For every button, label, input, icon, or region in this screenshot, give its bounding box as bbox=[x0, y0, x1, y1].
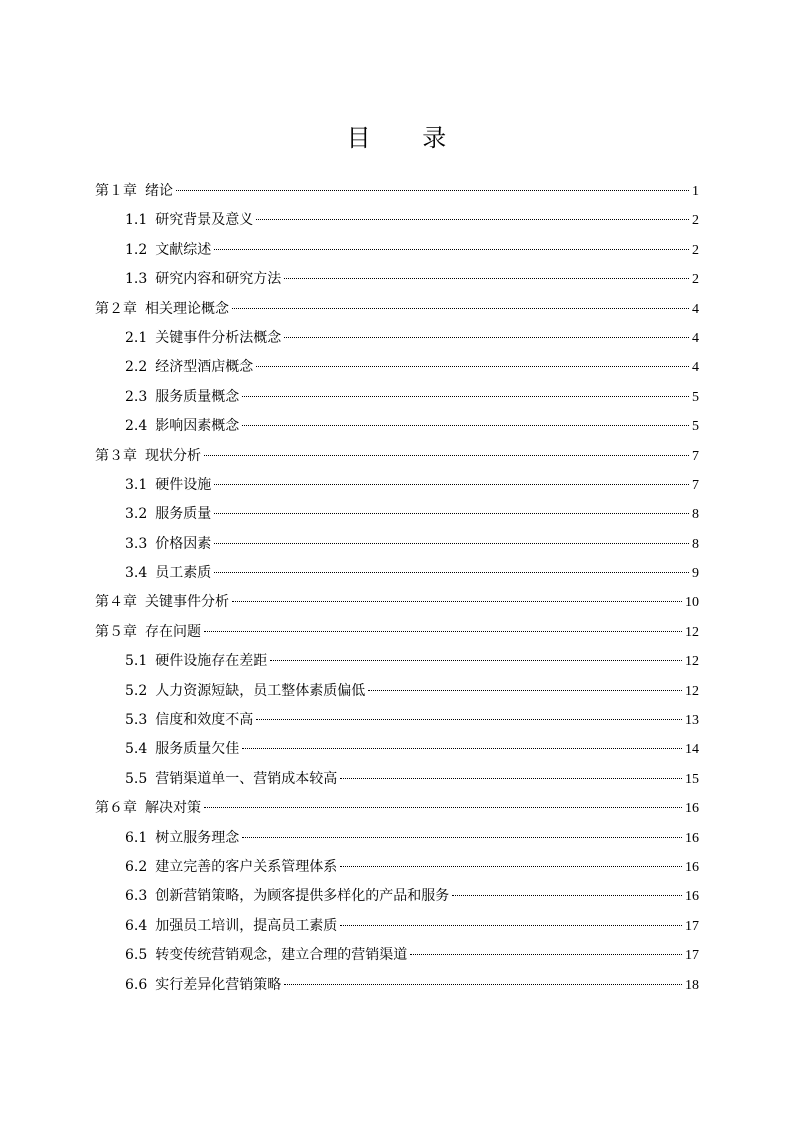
toc-entry-number: 6.5 bbox=[125, 947, 148, 964]
dot-leader bbox=[256, 365, 689, 367]
toc-entry-title: 现状分析 bbox=[145, 447, 201, 464]
toc-page-number: 12 bbox=[685, 624, 699, 640]
dot-leader bbox=[284, 983, 682, 985]
toc-entry-title: 加强员工培训，提高员工素质 bbox=[155, 917, 338, 934]
toc-page-number: 17 bbox=[685, 918, 699, 934]
toc-entry-title: 关键事件分析法概念 bbox=[155, 329, 282, 346]
toc-page-number: 14 bbox=[685, 742, 699, 758]
toc-section-entry[interactable] bbox=[95, 533, 699, 562]
toc-entry-title: 价格因素 bbox=[155, 535, 212, 552]
toc-page-number: 15 bbox=[685, 771, 699, 787]
toc-entry-title: 创新营销策略，为顾客提供多样化的产品和服务 bbox=[155, 888, 450, 905]
toc-entry-number: 6.1 bbox=[125, 829, 148, 846]
toc-entry-number: 5.3 bbox=[125, 712, 148, 729]
toc-entry-title: 经济型酒店概念 bbox=[155, 359, 254, 376]
toc-page-number: 16 bbox=[685, 830, 699, 846]
toc-entry-number: 1.2 bbox=[125, 241, 148, 258]
toc-page-number: 13 bbox=[685, 713, 699, 729]
toc-entry-title: 解决对策 bbox=[145, 800, 201, 817]
toc-page-number: 9 bbox=[692, 566, 699, 582]
toc-section-entry[interactable] bbox=[95, 386, 699, 415]
toc-section-entry[interactable] bbox=[95, 239, 699, 268]
dot-leader bbox=[340, 924, 682, 926]
dot-leader bbox=[214, 248, 689, 250]
toc-entry-number: 6.4 bbox=[125, 917, 148, 934]
toc-page-number: 12 bbox=[685, 683, 699, 699]
table-of-contents bbox=[95, 180, 699, 1003]
toc-page-number: 2 bbox=[692, 213, 699, 229]
toc-page-number: 17 bbox=[685, 948, 699, 964]
toc-entry-title: 信度和效度不高 bbox=[155, 712, 254, 729]
page-title: 目 录 bbox=[346, 124, 469, 152]
toc-section-entry[interactable] bbox=[95, 327, 699, 356]
toc-entry-number: 2.2 bbox=[125, 359, 148, 376]
toc-section-entry[interactable] bbox=[95, 680, 699, 709]
toc-entry-title: 硬件设施存在差距 bbox=[155, 653, 268, 670]
toc-entry-title: 绪论 bbox=[145, 183, 173, 199]
dot-leader bbox=[284, 336, 689, 338]
toc-entry-title: 人力资源短缺，员工整体素质偏低 bbox=[155, 682, 366, 699]
dot-leader bbox=[284, 277, 689, 279]
dot-leader bbox=[410, 953, 682, 955]
toc-entry-title: 影响因素概念 bbox=[155, 418, 240, 435]
toc-section-entry[interactable] bbox=[95, 915, 699, 944]
toc-entry-title: 树立服务理念 bbox=[155, 829, 240, 846]
toc-entry-number: 3.3 bbox=[125, 535, 148, 552]
dot-leader bbox=[242, 395, 689, 397]
toc-entry-title: 服务质量 bbox=[155, 506, 212, 523]
toc-page-number: 5 bbox=[692, 389, 699, 405]
dot-leader bbox=[256, 718, 682, 720]
toc-page-number: 8 bbox=[692, 536, 699, 552]
toc-section-entry[interactable] bbox=[95, 268, 699, 297]
toc-entry-number: 第５章 bbox=[95, 623, 137, 640]
toc-entry-number: 第１章 bbox=[95, 183, 137, 199]
toc-page-number: 8 bbox=[692, 507, 699, 523]
toc-section-entry[interactable] bbox=[95, 356, 699, 385]
toc-entry-number: 6.2 bbox=[125, 858, 148, 875]
toc-entry-title: 硬件设施 bbox=[155, 476, 212, 493]
toc-section-entry[interactable] bbox=[95, 415, 699, 444]
toc-entry-title: 研究内容和研究方法 bbox=[155, 271, 282, 288]
toc-page-number: 18 bbox=[685, 977, 699, 993]
toc-section-entry[interactable] bbox=[95, 562, 699, 591]
dot-leader bbox=[204, 806, 682, 808]
toc-entry-title: 相关理论概念 bbox=[145, 300, 229, 317]
toc-page-number: 4 bbox=[692, 360, 699, 376]
dot-leader bbox=[340, 777, 682, 779]
dot-leader bbox=[214, 512, 689, 514]
toc-chapter-entry[interactable] bbox=[95, 621, 699, 650]
toc-page-number: 5 bbox=[692, 419, 699, 435]
dot-leader bbox=[368, 689, 682, 691]
toc-entry-number: 5.1 bbox=[125, 653, 148, 670]
toc-page-number: 4 bbox=[692, 330, 699, 346]
toc-chapter-entry[interactable] bbox=[95, 591, 699, 620]
toc-page-number: 10 bbox=[685, 595, 699, 611]
toc-entry-title: 转变传统营销观念，建立合理的营销渠道 bbox=[155, 947, 408, 964]
toc-page-number: 16 bbox=[685, 801, 699, 817]
toc-page-number: 16 bbox=[685, 859, 699, 875]
toc-section-entry[interactable] bbox=[95, 768, 699, 797]
toc-section-entry[interactable] bbox=[95, 738, 699, 767]
dot-leader bbox=[452, 894, 682, 896]
toc-entry-number: 3.1 bbox=[125, 476, 148, 493]
toc-entry-title: 建立完善的客户关系管理体系 bbox=[155, 858, 338, 875]
toc-entry-number: 第６章 bbox=[95, 800, 137, 817]
toc-section-entry[interactable] bbox=[95, 944, 699, 973]
toc-page-number: 7 bbox=[692, 448, 699, 464]
toc-entry-number: 3.4 bbox=[125, 565, 148, 582]
toc-entry-number: 6.3 bbox=[125, 888, 148, 905]
toc-section-entry[interactable] bbox=[95, 827, 699, 856]
toc-entry-number: 2.3 bbox=[125, 388, 148, 405]
dot-leader bbox=[232, 600, 682, 602]
toc-entry-title: 员工素质 bbox=[155, 565, 212, 582]
dot-leader bbox=[242, 747, 682, 749]
toc-entry-title: 存在问题 bbox=[145, 623, 201, 640]
dot-leader bbox=[214, 571, 689, 573]
dot-leader bbox=[256, 218, 689, 220]
dot-leader bbox=[242, 424, 689, 426]
toc-entry-title: 营销渠道单一、营销成本较高 bbox=[155, 770, 338, 787]
toc-entry-title: 研究背景及意义 bbox=[155, 212, 254, 229]
toc-page-number: 12 bbox=[685, 654, 699, 670]
toc-entry-number: 2.1 bbox=[125, 329, 148, 346]
toc-entry-number: 1.1 bbox=[125, 212, 148, 229]
toc-entry-number: 5.5 bbox=[125, 770, 148, 787]
toc-section-entry[interactable] bbox=[95, 209, 699, 238]
dot-leader bbox=[340, 865, 682, 867]
dot-leader bbox=[242, 836, 682, 838]
toc-section-entry[interactable] bbox=[95, 974, 699, 1003]
toc-section-entry[interactable] bbox=[95, 474, 699, 503]
toc-entry-number: 5.4 bbox=[125, 741, 148, 758]
dot-leader bbox=[270, 659, 682, 661]
toc-entry-title: 实行差异化营销策略 bbox=[155, 976, 282, 993]
toc-section-entry[interactable] bbox=[95, 856, 699, 885]
toc-section-entry[interactable] bbox=[95, 503, 699, 532]
toc-entry-title: 服务质量概念 bbox=[155, 388, 240, 405]
toc-section-entry[interactable] bbox=[95, 709, 699, 738]
toc-entry-number: 第４章 bbox=[95, 594, 137, 611]
dot-leader bbox=[232, 307, 689, 309]
toc-chapter-entry[interactable] bbox=[95, 180, 699, 209]
toc-chapter-entry[interactable] bbox=[95, 298, 699, 327]
dot-leader bbox=[176, 189, 689, 191]
dot-leader bbox=[204, 454, 689, 456]
toc-page-number: 16 bbox=[685, 889, 699, 905]
toc-page-number: 1 bbox=[692, 184, 699, 199]
toc-entry-number: 1.3 bbox=[125, 271, 148, 288]
toc-page-number: 2 bbox=[692, 242, 699, 258]
toc-entry-number: 3.2 bbox=[125, 506, 148, 523]
toc-entry-number: 第２章 bbox=[95, 300, 137, 317]
dot-leader bbox=[214, 542, 689, 544]
toc-section-entry[interactable] bbox=[95, 650, 699, 679]
toc-chapter-entry[interactable] bbox=[95, 797, 699, 826]
toc-page-number: 7 bbox=[692, 477, 699, 493]
toc-entry-number: 6.6 bbox=[125, 976, 148, 993]
toc-chapter-entry[interactable] bbox=[95, 445, 699, 474]
toc-entry-number: 2.4 bbox=[125, 418, 148, 435]
dot-leader bbox=[214, 483, 689, 485]
toc-entry-number: 5.2 bbox=[125, 682, 148, 699]
toc-entry-title: 服务质量欠佳 bbox=[155, 741, 240, 758]
toc-entry-title: 关键事件分析 bbox=[145, 594, 229, 611]
toc-page-number: 4 bbox=[692, 301, 699, 317]
toc-page-number: 2 bbox=[692, 272, 699, 288]
toc-entry-number: 第３章 bbox=[95, 447, 137, 464]
toc-section-entry[interactable] bbox=[95, 885, 699, 914]
dot-leader bbox=[204, 630, 682, 632]
toc-entry-title: 文献综述 bbox=[155, 241, 212, 258]
